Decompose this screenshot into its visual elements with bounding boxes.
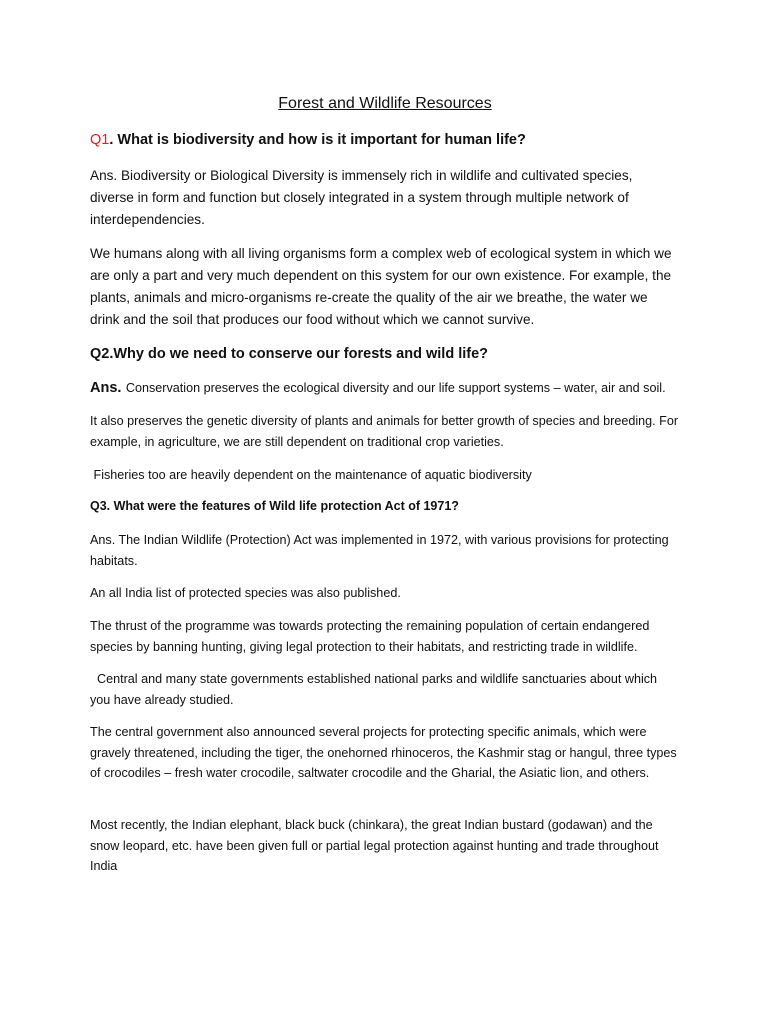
document-title: Forest and Wildlife Resources <box>278 95 492 112</box>
answer-1-paragraph-1: Ans. Biodiversity or Biological Diversity is immensely rich in wildlife and cultivated species, diverse in form and function but closely integrated in a system through multiple network of interdependencies. <box>90 168 633 227</box>
answer-2-paragraph-3: Fisheries too are heavily dependent on the maintenance of aquatic biodiversity <box>90 468 532 482</box>
answer-3-paragraph-3: The thrust of the programme was towards protecting the remaining population of certain endangered species by banning hunting, giving legal protection to their habitats, and restricting trade in wildlife. <box>90 619 650 654</box>
question-1 <box>90 130 680 150</box>
answer-3-paragraph-4: Central and many state governments established national parks and wildlife sanctuaries about which you have already studied. <box>90 672 661 707</box>
question-3: Q3. What were the features of Wild life protection Act of 1971? <box>90 499 459 513</box>
answer-2-paragraph-2: It also preserves the genetic diversity of plants and animals for better growth of species and breeding. For example, in agriculture, we are still dependent on traditional crop varieties. <box>90 414 679 449</box>
answer-3-paragraph-6: Most recently, the Indian elephant, black buck (chinkara), the great Indian bustard (godawan) and the snow leopard, etc. have been given full or partial legal protection against hunting and trade throughout India <box>90 818 659 873</box>
answer-3-paragraph-2: An all India list of protected species was also published. <box>90 586 401 600</box>
answer-3-paragraph-1: Ans. The Indian Wildlife (Protection) Act was implemented in 1972, with various provisions for protecting habitats. <box>90 533 669 568</box>
answer-2-label: Ans. <box>90 380 122 396</box>
question-1-number: Q1 <box>90 132 110 148</box>
question-1-text: . What is biodiversity and how is it important for human life? <box>109 132 526 148</box>
question-2: Q2.Why do we need to conserve our forests and wild life? <box>90 346 489 362</box>
answer-2-paragraph-1 <box>90 378 680 398</box>
answer-3-paragraph-5: The central government also announced several projects for protecting specific animals, which were gravely threatened, including the tiger, the onehorned rhinoceros, the Kashmir stag or hangul, three types of crocodiles – fresh water crocodile, saltwater crocodile and the Gharial, the Asiatic lion, and others. <box>90 725 677 780</box>
answer-1-paragraph-2: We humans along with all living organisms form a complex web of ecological system in which we are only a part and very much dependent on this system for our own existence. For example, the plants, animals and micro-organisms re-create the quality of the air we breathe, the water we drink and the soil that produces our food without which we cannot survive. <box>90 246 672 327</box>
answer-2-text: Conservation preserves the ecological diversity and our life support systems – water, air and soil. <box>125 381 666 395</box>
